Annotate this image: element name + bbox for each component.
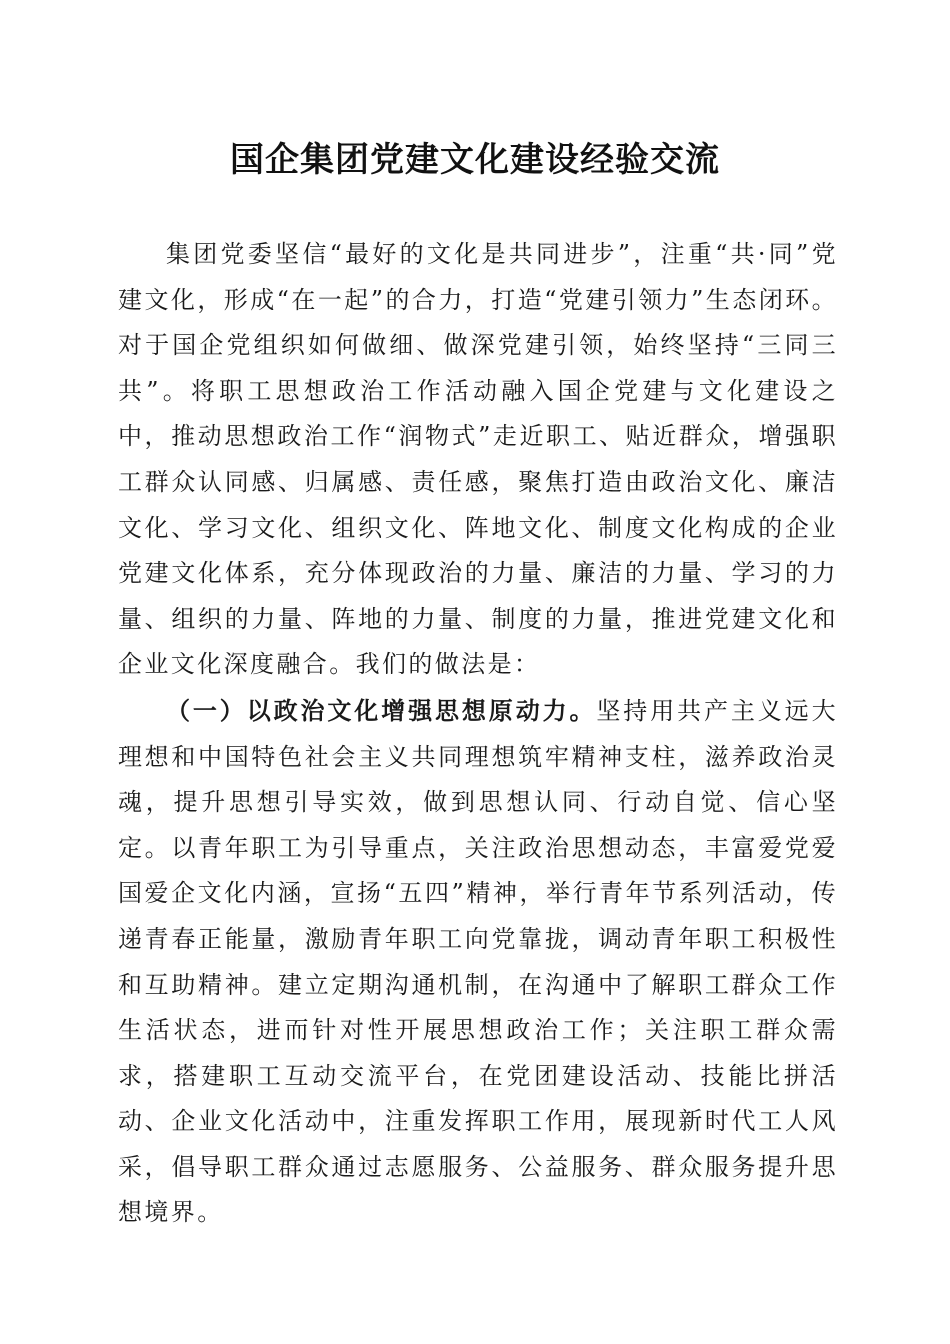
- section-1-body: 坚持用共产主义远大理想和中国特色社会主义共同理想筑牢精神支柱，滋养政治灵魂，提升思想引导实效，做到思想认同、行动自觉、信心坚定。以青年职工为引导重点，关注政治思想动态，丰富爱党爱国爱企文化内涵，宣扬“五四”精神，举行青年节系列活动，传递青春正能量，激励青年职工向党靠拢，调动青年职工积极性和互助精神。建立定期沟通机制，在沟通中了解职工群众工作生活状态，进而针对性开展思想政治工作；关注职工群众需求，搭建职工互动交流平台，在党团建设活动、技能比拼活动、企业文化活动中，注重发挥职工作用，展现新时代工人风采，倡导职工群众通过志愿服务、公益服务、群众服务提升思想境界。: [118, 696, 838, 1227]
- intro-paragraph: 集团党委坚信“最好的文化是共同进步”，注重“共·同”党建文化，形成“在一起”的合力，打造“党建引领力”生态闭环。对于国企党组织如何做细、做深党建引领，始终坚持“三同三共”。将职工思想政治工作活动融入国企党建与文化建设之中，推动思想政治工作“润物式”走近职工、贴近群众，增强职工群众认同感、归属感、责任感，聚焦打造由政治文化、廉洁文化、学习文化、组织文化、阵地文化、制度文化构成的企业党建文化体系，充分体现政治的力量、廉洁的力量、学习的力量、组织的力量、阵地的力量、制度的力量，推进党建文化和企业文化深度融合。我们的做法是：: [118, 240, 838, 679]
- document-title: 国企集团党建文化建设经验交流: [230, 140, 720, 180]
- section-1-paragraph: [118, 688, 838, 1236]
- document-body: [118, 232, 838, 1236]
- section-1-heading: （一）以政治文化增强思想原动力。: [166, 695, 597, 725]
